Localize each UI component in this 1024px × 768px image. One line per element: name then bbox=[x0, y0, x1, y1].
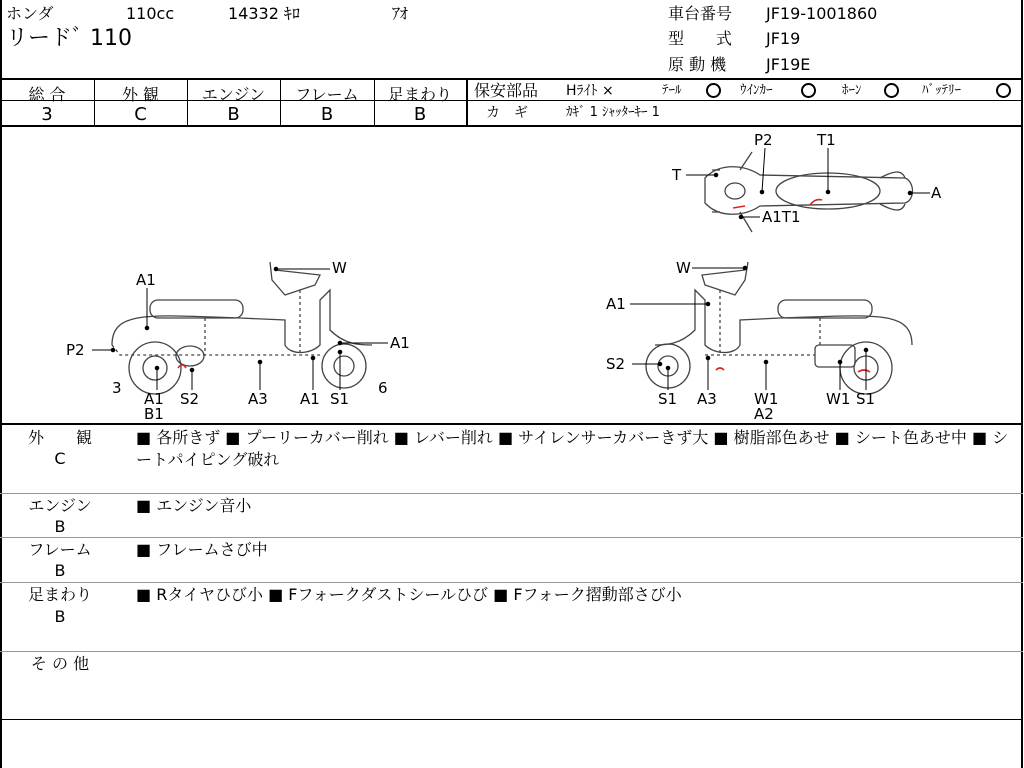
lbl-top-p2: P2 bbox=[754, 131, 773, 149]
grade-row-top-line bbox=[0, 78, 1023, 80]
lbl-right-a2: A2 bbox=[754, 405, 774, 423]
lbl-right-a1: A1 bbox=[606, 295, 626, 313]
frame-notes: ■ フレームさび中 bbox=[136, 540, 268, 559]
maker: ホンダ bbox=[6, 4, 54, 23]
type-value: JF19 bbox=[766, 29, 801, 48]
sec-line-2 bbox=[0, 537, 1023, 538]
safety-label: 保安部品 bbox=[474, 81, 539, 100]
exterior-label: 外 観 bbox=[121, 85, 160, 104]
engine-grade-label: エンジン bbox=[201, 85, 266, 104]
lbl-left-s2: S2 bbox=[180, 390, 200, 408]
frame-section-label: フレーム bbox=[28, 540, 92, 559]
type-label: 型 式 bbox=[668, 29, 733, 48]
battery-label: ﾊﾞｯﾃﾘｰ bbox=[922, 83, 961, 98]
lbl-left-p2: P2 bbox=[66, 341, 85, 359]
engine-section-grade: B bbox=[54, 517, 66, 536]
suspension-notes: ■ Rタイヤひび小 ■ Fフォークダストシールひび ■ Fフォーク摺動部さび小 bbox=[136, 585, 682, 604]
damage-diagram bbox=[0, 127, 1023, 424]
sec-line-3 bbox=[0, 582, 1023, 583]
color: ｱｵ bbox=[392, 4, 409, 23]
lbl-right-w1-rear: W1 bbox=[826, 390, 851, 408]
diagram-labels bbox=[66, 131, 942, 423]
suspension-grade-label: 足まわり bbox=[387, 85, 452, 104]
suspension-section-label: 足まわり bbox=[27, 585, 92, 604]
lbl-left-a1-floor: A1 bbox=[300, 390, 320, 408]
mileage: 14332 ｷﾛ bbox=[228, 4, 300, 23]
key-label: カ ギ bbox=[486, 105, 528, 121]
lbl-left-a1-wheel: A1 bbox=[144, 390, 164, 408]
lbl-right-s1-front: S1 bbox=[658, 390, 678, 408]
engine-label: 原 動 機 bbox=[668, 55, 727, 74]
lbl-top-t1: T1 bbox=[817, 131, 836, 149]
exterior-notes: ■ 各所きず ■ プーリーカバー削れ ■ レバー削れ ■ サイレンサーカバーきず大 ■ 樹脂部色あせ ■ シート色あせ中 ■ シートパイピング破れ bbox=[136, 428, 1009, 469]
engine-grade-value: B bbox=[227, 104, 240, 125]
frame-no-label: 車台番号 bbox=[668, 4, 733, 23]
frame-grade-label: フレーム bbox=[295, 85, 359, 104]
lbl-left-w: W bbox=[332, 259, 347, 277]
lbl-left-6: 6 bbox=[378, 379, 388, 397]
sec-line-1 bbox=[0, 493, 1023, 494]
tail-label: ﾃｰﾙ bbox=[662, 83, 682, 98]
exterior-value: C bbox=[134, 104, 147, 125]
lbl-left-a1-top: A1 bbox=[136, 271, 156, 289]
other-section-label: そ の 他 bbox=[30, 654, 90, 673]
frame-section-grade: B bbox=[54, 561, 66, 580]
top-view-scooter bbox=[705, 152, 913, 232]
lbl-right-a3: A3 bbox=[697, 390, 717, 408]
lbl-top-a1t1: A1T1 bbox=[762, 208, 801, 226]
key-value: ｶｷﾞ 1 ｼｬｯﾀｰｷｰ 1 bbox=[566, 105, 660, 120]
lbl-left-a3: A3 bbox=[248, 390, 268, 408]
lbl-right-s2: S2 bbox=[606, 355, 626, 373]
exterior-section-grade: C bbox=[54, 449, 66, 468]
lbl-top-t: T bbox=[672, 166, 682, 184]
lbl-left-3: 3 bbox=[112, 379, 122, 397]
safety-mid-line bbox=[467, 100, 1023, 101]
sections-top-line bbox=[0, 423, 1023, 425]
suspension-section-grade: B bbox=[54, 607, 66, 626]
horn-ok-icon bbox=[884, 83, 899, 98]
lbl-right-w: W bbox=[676, 259, 691, 277]
engine-value: JF19E bbox=[766, 55, 811, 74]
model-name: リードﾞ 110 bbox=[6, 26, 132, 51]
headlight-status: Hﾗｲﾄ × bbox=[566, 83, 614, 99]
overall-value: 3 bbox=[41, 104, 53, 125]
horn-label: ﾎｰﾝ bbox=[842, 83, 862, 98]
engine-section-label: エンジン bbox=[28, 496, 92, 515]
lbl-right-s1-rear: S1 bbox=[856, 390, 876, 408]
right-side-scooter bbox=[646, 262, 912, 394]
engine-notes: ■ エンジン音小 bbox=[136, 496, 252, 515]
tail-ok-icon bbox=[706, 83, 721, 98]
lbl-left-b1: B1 bbox=[144, 405, 164, 423]
grade-div-5 bbox=[466, 79, 468, 126]
exterior-section-label: 外 観 bbox=[27, 428, 92, 447]
sec-line-5 bbox=[0, 719, 1023, 720]
leader-lines bbox=[92, 148, 930, 390]
frame-grade-value: B bbox=[320, 104, 334, 125]
lbl-top-a: A bbox=[931, 184, 942, 202]
displacement: 110cc bbox=[126, 4, 175, 23]
winker-ok-icon bbox=[801, 83, 816, 98]
winker-label: ｳｲﾝｶｰ bbox=[740, 83, 773, 98]
lbl-left-a1-right: A1 bbox=[390, 334, 410, 352]
lbl-left-s1: S1 bbox=[330, 390, 350, 408]
frame-no: JF19-1001860 bbox=[766, 4, 878, 23]
suspension-grade-value: B bbox=[413, 104, 427, 125]
sec-line-4 bbox=[0, 651, 1023, 652]
overall-label: 総 合 bbox=[28, 85, 66, 104]
battery-ok-icon bbox=[996, 83, 1011, 98]
lbl-right-w1-center: W1 bbox=[754, 390, 779, 408]
